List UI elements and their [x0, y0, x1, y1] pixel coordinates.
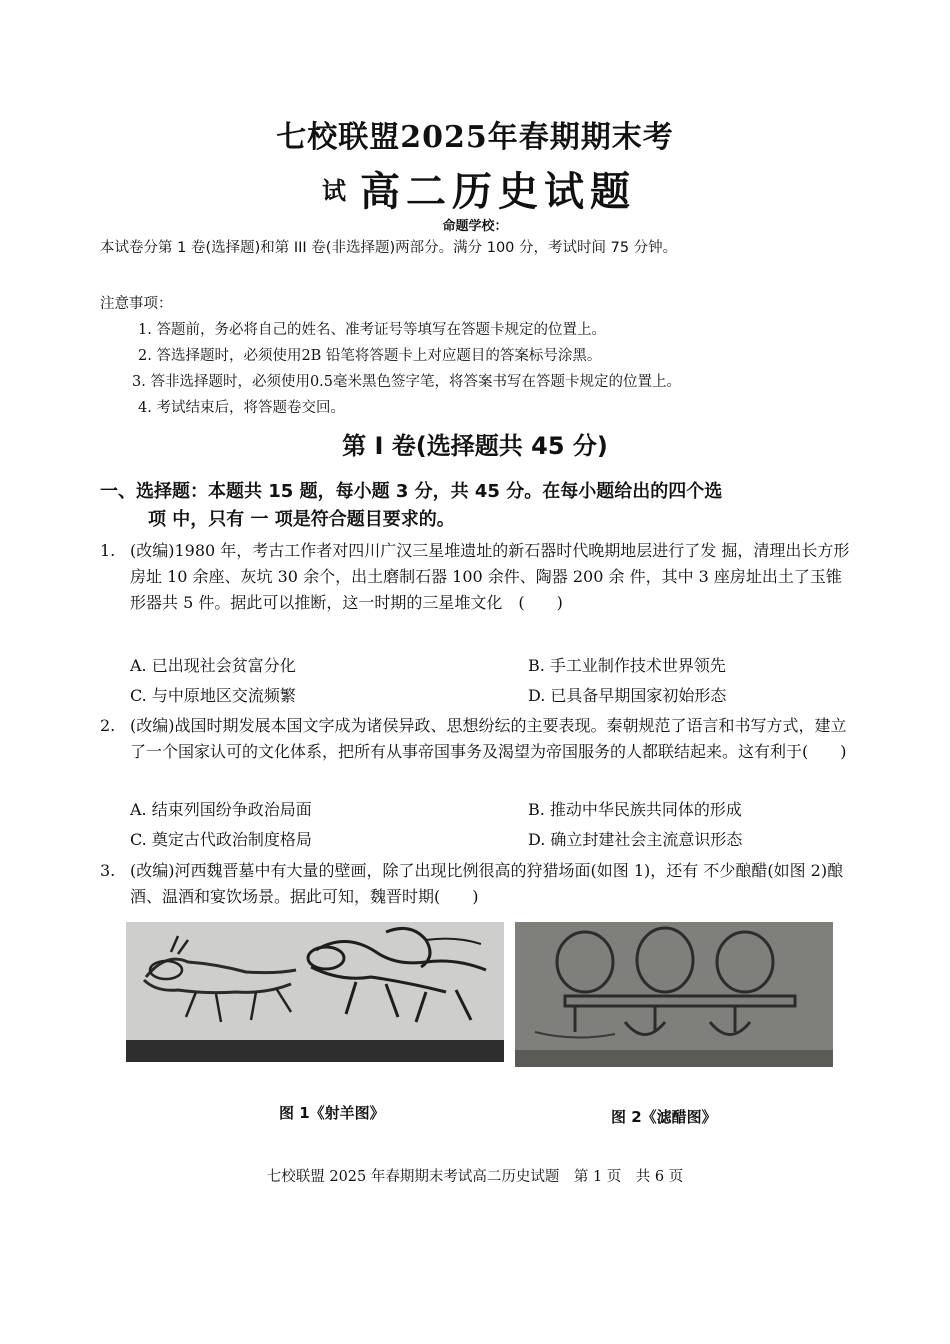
note-item: 3. 答非选择题时，必须使用0.5毫米黑色签字笔，将答案书写在答题卡规定的位置上。 — [132, 374, 682, 390]
question-text: (改编)河西魏晋墓中有大量的壁画，除了出现比例很高的狩猎场面(如图 1)，还有 不少酿醋(如图 2)酿酒、温酒和宴饮场景。据此可知，魏晋时期( ) — [130, 861, 844, 906]
option-a[interactable]: A. 结束列国纷争政治局面 — [130, 800, 312, 819]
exam-subject-title: 高二历史试题 — [360, 169, 636, 215]
question-number: 3. — [100, 861, 116, 880]
part-title — [100, 478, 860, 534]
exam-title-line2 — [322, 160, 636, 217]
figure-2-image — [515, 922, 833, 1067]
question-1 — [100, 538, 850, 616]
note-item: 1. 答题前，务必将自己的姓名、准考证号等填写在答题卡规定的位置上。 — [138, 322, 606, 338]
option-b[interactable]: B. 推动中华民族共同体的形成 — [528, 800, 742, 819]
part-title-line1: 一、选择题：本题共 15 题，每小题 3 分，共 45 分。在每小题给出的四个选 — [100, 481, 723, 502]
option-d[interactable]: D. 已具备早期国家初始形态 — [528, 686, 727, 705]
hunting-mural-image — [126, 922, 504, 1062]
question-number: 1. — [100, 541, 116, 560]
question-number: 2. — [100, 716, 116, 735]
figure-1-image — [126, 922, 504, 1062]
school-label: 命题学校： — [442, 219, 508, 234]
option-c[interactable]: C. 奠定古代政治制度格局 — [130, 830, 312, 849]
page-footer: 七校联盟 2025 年春期期末考试高二历史试题 第 1 页 共 6 页 — [266, 1169, 684, 1185]
figure-1-caption: 图 1《射羊图》 — [279, 1104, 385, 1122]
note-item: 4. 考试结束后，将答题卷交回。 — [138, 400, 345, 416]
option-a[interactable]: A. 已出现社会贫富分化 — [130, 656, 296, 675]
figure-2-caption: 图 2《滤醋图》 — [611, 1108, 717, 1126]
question-3 — [100, 858, 850, 910]
vinegar-filtering-mural-image — [515, 922, 833, 1067]
part-title-line2: 项 中，只有 一 项是符合题目要求的。 — [148, 509, 455, 530]
exam-title-suffix: 试 — [322, 176, 346, 205]
exam-intro: 本试卷分第 1 卷(选择题)和第 III 卷(非选择题)两部分。满分 100 分，考试时间 75 分钟。 — [100, 240, 678, 256]
option-c[interactable]: C. 与中原地区交流频繁 — [130, 686, 296, 705]
question-text: (改编)战国时期发展本国文字成为诸侯异政、思想纷纭的主要表现。秦朝规范了语言和书写方式，建立了一个国家认可的文化体系，把所有从事帝国事务及渴望为帝国服务的人都联结起来。这有利于( ) — [130, 716, 847, 761]
note-item: 2. 答选择题时，必须使用2B 铅笔将答题卡上对应题目的答案标号涂黑。 — [138, 348, 602, 364]
option-b[interactable]: B. 手工业制作技术世界领先 — [528, 656, 726, 675]
option-d[interactable]: D. 确立封建社会主流意识形态 — [528, 830, 743, 849]
section-title: 第 I 卷(选择题共 45 分) — [342, 432, 608, 460]
exam-title-line1: 七校联盟2025年春期期末考 — [276, 120, 674, 155]
question-text: (改编)1980 年，考古工作者对四川广汉三星堆遗址的新石器时代晚期地层进行了发 掘，清理出长方形房址 10 余座、灰坑 30 余个，出土磨制石器 100 余件、陶器 200 余 件，其中 3 座房址出土了玉锥形器共 5 件。据此可以推断，这一时期的三星堆文化 ( ) — [130, 541, 850, 612]
notes-title: 注意事项： — [100, 296, 173, 312]
question-2 — [100, 713, 850, 765]
